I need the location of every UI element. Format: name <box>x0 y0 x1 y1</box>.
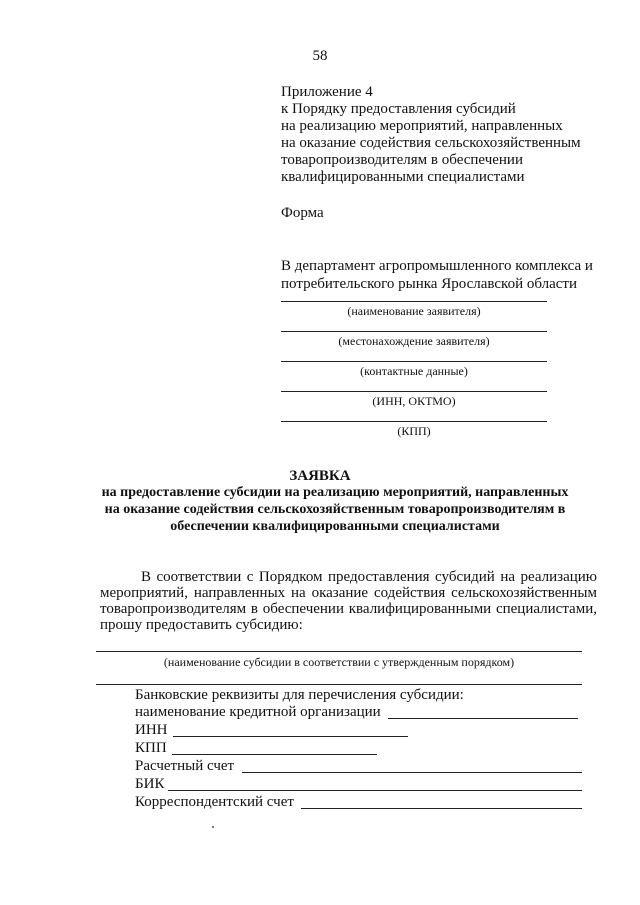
page-number: 58 <box>312 48 328 64</box>
body-paragraph-text: В соответствии с Порядком предоставления субсидий на реализацию мероприятий, направленных на оказание содействия сельскохозяйственным товаропроизводителям в обеспечении квалифицированными специалистами, прошу предоставить субсидию: <box>100 569 597 633</box>
applicant-location-line[interactable] <box>281 331 547 332</box>
bank-details-heading: Банковские реквизиты для перечисления субсидии: <box>135 687 464 703</box>
addressee-line: потребительского рынка Ярославской области <box>281 276 577 292</box>
appendix-line: Приложение 4 <box>281 84 373 100</box>
applicant-name-caption: (наименование заявителя) <box>347 304 481 318</box>
bank-inn-field[interactable] <box>173 736 408 737</box>
bank-account-label: Расчетный счет <box>135 758 235 774</box>
appendix-line: товаропроизводителям в обеспечении <box>281 152 523 168</box>
application-title: ЗАЯВКА <box>289 468 351 484</box>
applicant-kpp-caption: (КПП) <box>397 424 431 438</box>
application-subtitle: на предоставление субсидии на реализацию мероприятий, направленных на оказание содействия сельскохозяйственным товаропроизводителям в обеспечении квалифицированными специалистами <box>101 485 569 534</box>
body-paragraph <box>100 569 597 633</box>
applicant-name-line[interactable] <box>281 301 547 302</box>
addressee-line: В департамент агропромышленного комплекса и <box>281 258 593 274</box>
applicant-contacts-caption: (контактные данные) <box>360 364 468 378</box>
bank-bik-label: БИК <box>135 776 165 792</box>
subsidy-name-caption: (наименование субсидии в соответствии с утвержденным порядком) <box>163 655 515 669</box>
appendix-line: к Порядку предоставления субсидий <box>281 101 516 117</box>
bank-account-field[interactable] <box>242 772 582 773</box>
bank-kpp-label: КПП <box>135 740 167 756</box>
bank-corr-account-label: Корреспондентский счет <box>135 794 294 810</box>
appendix-line: на реализацию мероприятий, направленных <box>281 118 563 134</box>
subsidy-name-line[interactable] <box>96 651 582 652</box>
appendix-line: квалифицированными специалистами <box>281 169 525 185</box>
applicant-inn-caption: (ИНН, ОКТМО) <box>372 394 456 408</box>
bank-corr-account-field[interactable] <box>301 808 582 809</box>
addressee-block <box>281 257 593 293</box>
applicant-contacts-line[interactable] <box>281 361 547 362</box>
form-label: Форма <box>281 205 324 221</box>
scan-speck <box>212 826 214 828</box>
bank-bik-field[interactable] <box>168 790 582 791</box>
bank-kpp-field[interactable] <box>172 754 377 755</box>
applicant-inn-line[interactable] <box>281 391 547 392</box>
bank-name-label: наименование кредитной организации <box>135 704 381 720</box>
subsidy-name-line-2[interactable] <box>96 684 582 685</box>
appendix-header <box>281 84 581 186</box>
applicant-location-caption: (местонахождение заявителя) <box>338 334 490 348</box>
appendix-line: на оказание содействия сельскохозяйственным <box>281 135 581 151</box>
applicant-kpp-line[interactable] <box>281 421 547 422</box>
bank-inn-label: ИНН <box>135 722 168 738</box>
bank-name-field[interactable] <box>388 718 578 719</box>
